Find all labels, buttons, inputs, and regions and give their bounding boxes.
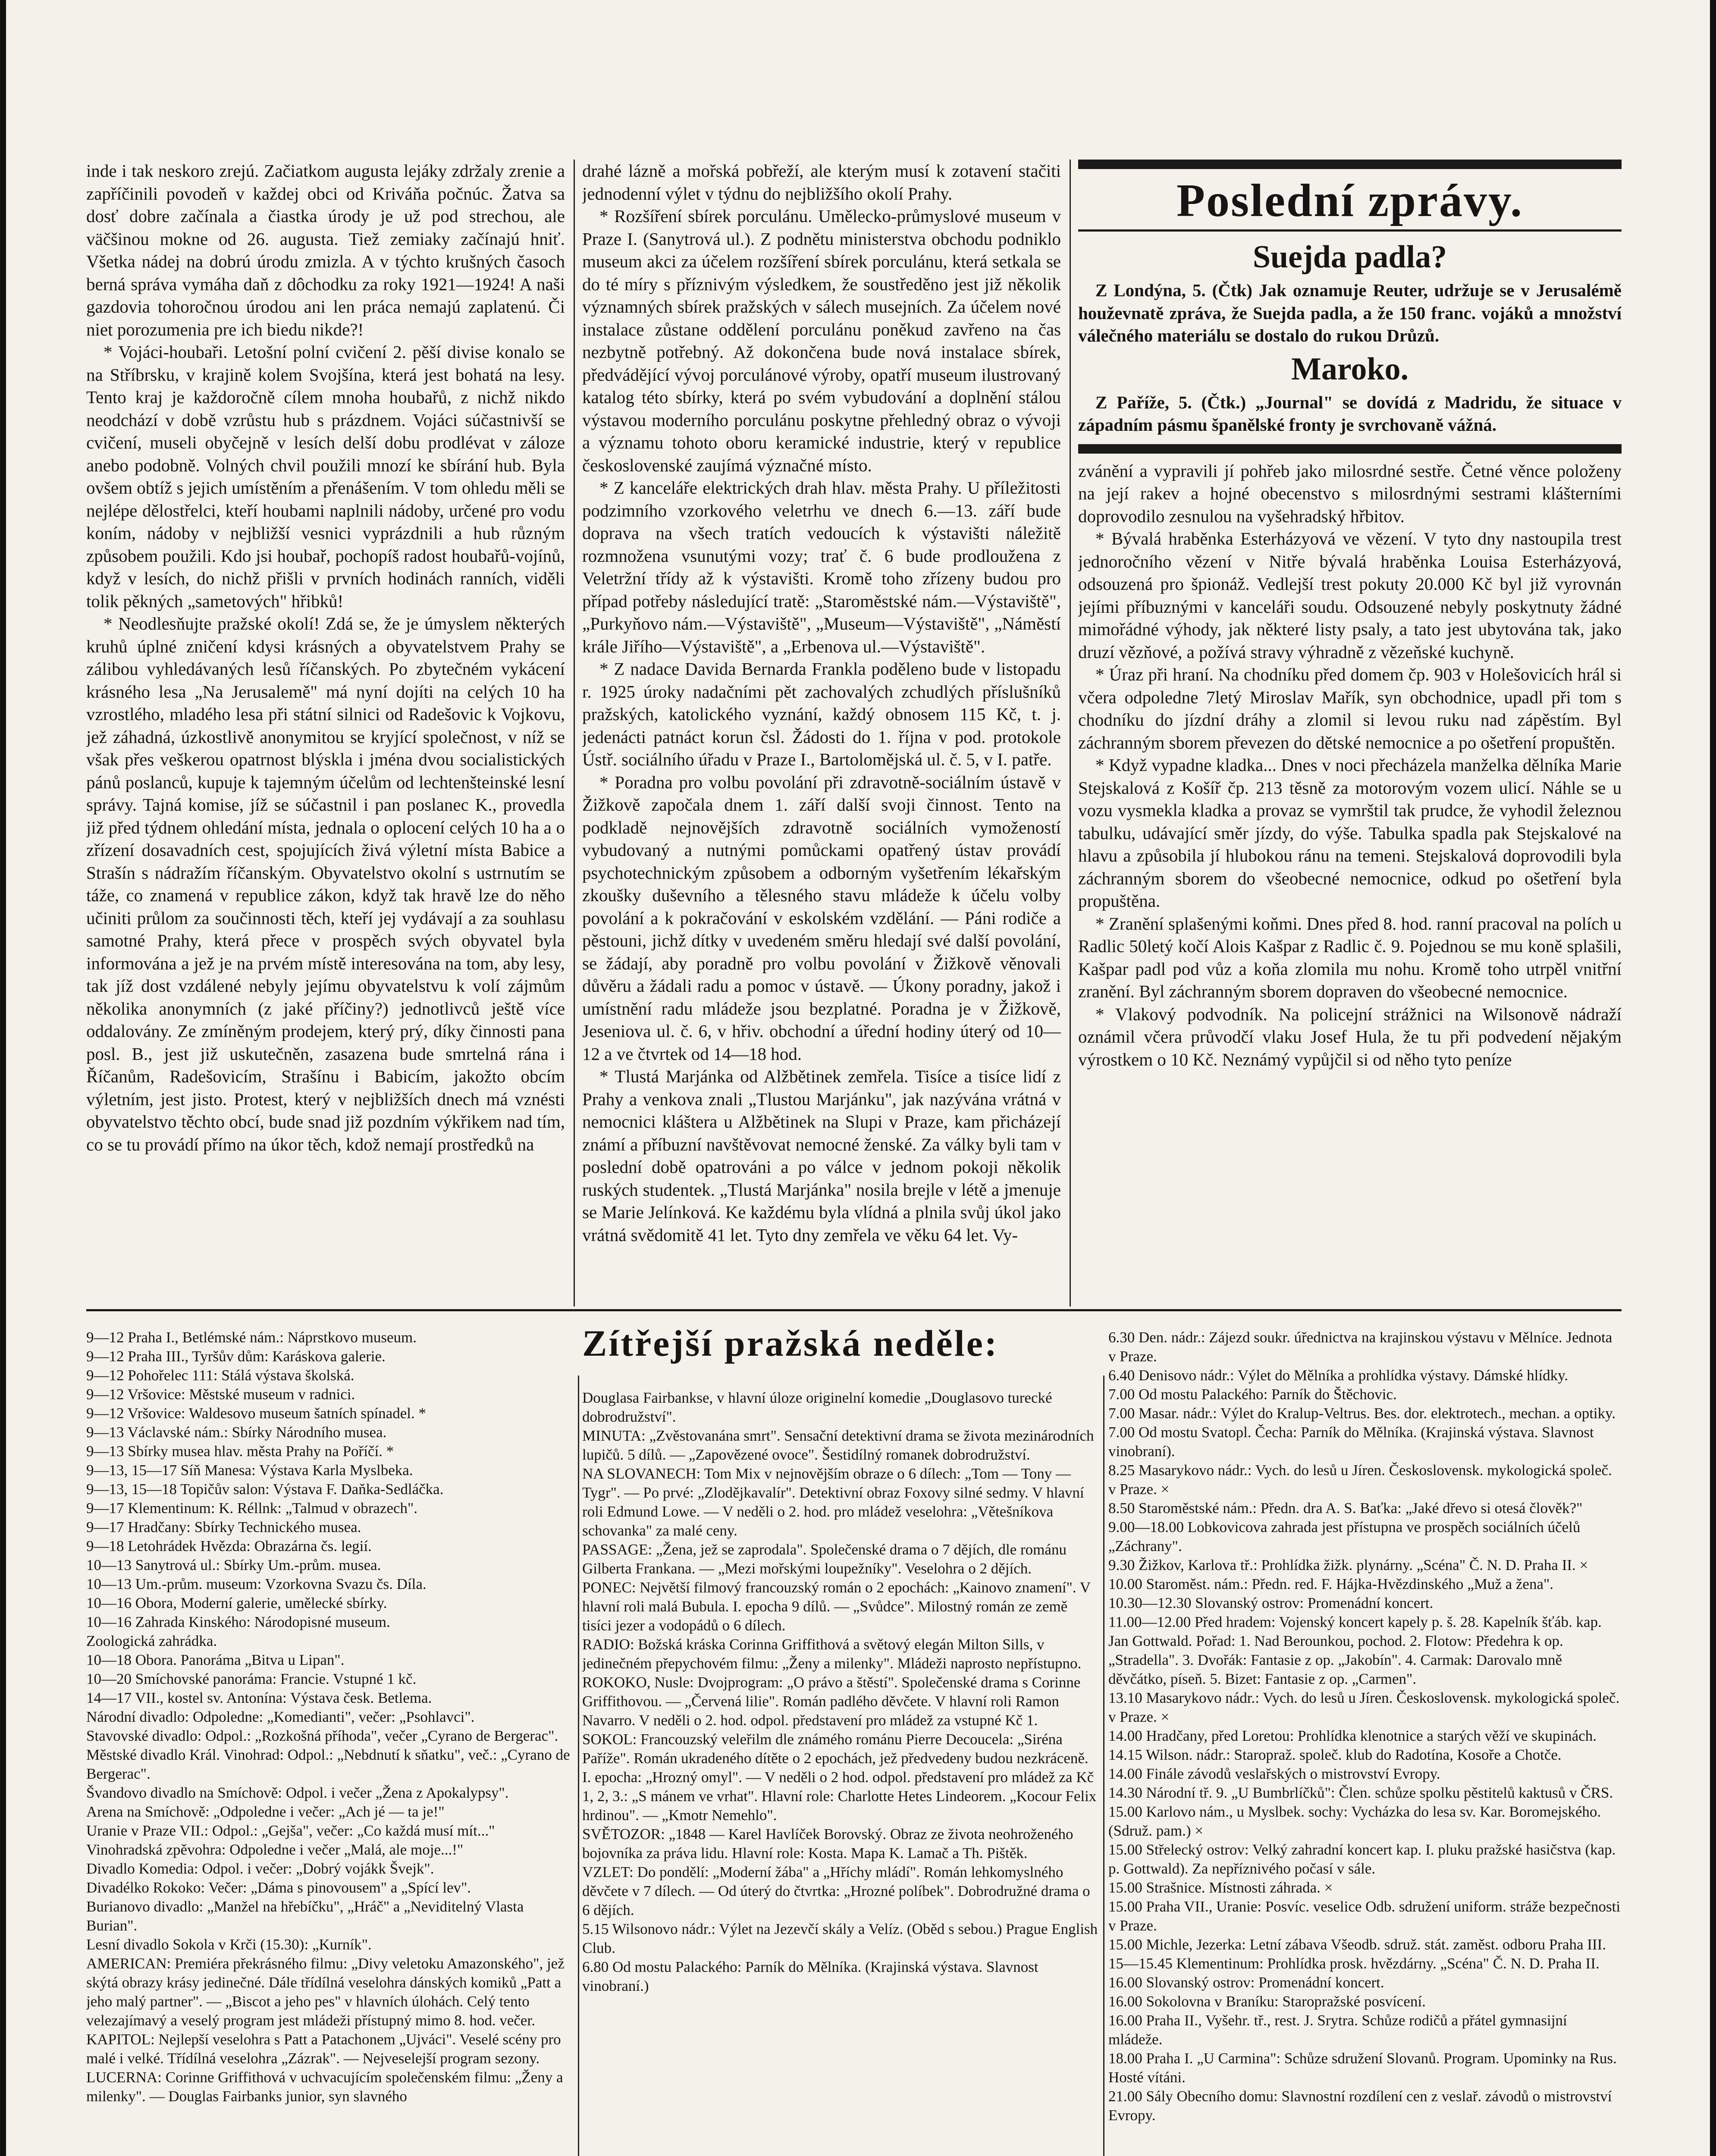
masthead-rule — [1078, 160, 1622, 169]
listing-entry: 9—12 Vršovice: Waldesovo museum šatních spínadel. * — [86, 1405, 426, 1422]
cinema-entry: Douglasa Fairbankse, v hlavní úloze originelní komedie „Douglasovo turecké dobrodružství". — [582, 1389, 1052, 1425]
listing-entry: 10—13 Sanytrová ul.: Sbírky Um.-prům. musea. — [86, 1557, 381, 1573]
event-entry: 7.00 Od mostu Palackého: Parník do Štěchovic. — [1108, 1386, 1397, 1403]
event-entry: 8.50 Staroměstské nám.: Předn. dra A. S. Baťka: „Jaké dřevo si otesá člověk?" — [1108, 1500, 1583, 1517]
article-paragraph: * Rozšíření sbírek porculánu. Umělecko-průmyslové museum v Praze I. (Sanytrová ul.). Z podnětu ministerstva obchodu podniklo museum akci za účelem rozšíření sbírek porculánu, která setkala se do té míry s příznivým výsledkem, že soustředěno jest již několik významných sbírek pražských v sálech musejních. Za účelem nové instalace zůstane oddělení porculánu poněkud zavřeno na čas nezbytně potřebný. Až dokončena bude nová instalace sbírek, předvádějící vývoj porculánové výroby, opatří museum ilustrovaný katalog této sbírky, která po svém vybudování a doplnění stálou výstavou moderního porculánu poskytne přehledný obraz o vývoji a významu tohoto oboru keramické industrie, který v republice československé zaujímá význačné místo. — [582, 206, 1061, 475]
article-paragraph: * Vlakový podvodník. Na policejní strážnici na Wilsonově nádraží oznámil včera průvodčí vlaku Josef Hula, že tu při podvedení nějakým výrostkem o 10 Kč. Neznámý vypůjčil si od něho tyto peníze — [1078, 1004, 1622, 1069]
cinema-entry: KAPITOL: Nejlepší veselohra s Patt a Patachonem „Ujváci". Veselé scény pro malé i velké. Třídílná veselohra „Zázrak". — Nejveselejší program sezony. — [86, 2031, 561, 2067]
event-entry: 6.40 Denisovo nádr.: Výlet do Mělníka a prohlídka výstavy. Dámské hlídky. — [1108, 1367, 1569, 1384]
cinema-entry: MINUTA: „Zvěstovanána smrt". Sensační detektivní drama se životа mezinárodních lupičů. 5 dílů. — „Zapovězené ovoce". Šestidílný romanek dobrodružství. — [582, 1427, 1094, 1463]
listing-entry: 9—12 Praha I., Betlémské nám.: Náprstkovo museum. — [86, 1329, 417, 1346]
news-headline: Maroko. — [1291, 351, 1409, 387]
listing-entry: 10—16 Zahrada Kinského: Národopisné museum. — [86, 1614, 390, 1630]
scan-edge-right — [1710, 0, 1716, 2156]
listing-entry: Zoologická zahrádka. — [86, 1633, 217, 1649]
event-entry: 7.00 Masar. nádr.: Výlet do Kralup-Veltrus. Bes. dor. elektrotech., mechan. a optiky. — [1108, 1405, 1616, 1422]
news-headline: Suejda padla? — [1252, 239, 1447, 275]
listing-entry: 9—17 Klementinum: K. Réllnk: „Talmud v obrazech". — [86, 1500, 418, 1517]
event-entry: 9.00—18.00 Lobkovicova zahrada jest přístupna ve prospěch sociálních účelů „Záchrany". — [1108, 1519, 1581, 1554]
event-entry: 15.00 Střelecký ostrov: Velký zahradní koncert kap. I. pluku pražské hasičstva (kap. p. Gottwald). Za nepříznivého počasí v sále. — [1108, 1841, 1616, 1877]
theatre-entry: Arena na Smíchově: „Odpoledne i večer: „Ach jé — ta je!" — [86, 1803, 445, 1820]
listing-entry: 10—20 Smíchovské panoráma: Francie. Vstupné 1 kč. — [86, 1670, 417, 1687]
event-entry: 16.00 Slovanský ostrov: Promenádní koncert. — [1108, 1974, 1384, 1991]
article-paragraph: * Zranění splašenými koňmi. Dnes před 8. hod. ranní pracoval na polích u Radlic 50letý kočí Alois Kašpar z Radlic č. 9. Pojednou se mu koně splašili, Kašpar padl pod vůz a koňa zlomila mu nohu. Kromě toho utrpěl vnitřní zranění. Byl záchranným sborem dopraven do všeobecné nemocnice. — [1078, 913, 1622, 1001]
theatre-entry: Švandovo divadlo na Smíchově: Odpol. i večer „Žena z Apokalypsy". — [86, 1784, 509, 1801]
theatre-entry: Vinohradská zpěvohra: Odpoledne i večer „Malá, ale moje...!" — [86, 1841, 464, 1858]
article-column-right — [1078, 160, 1622, 1307]
section-rule — [1078, 444, 1622, 454]
cinema-entry: NA SLOVANECH: Tom Mix v nejnovějším obraze o 6 dílech: „Tom — Tony — Tygr". — Po prvé: „Zlodějkavalír". Detektivní obraz Foxovy silné sedmy. V hlavní roli Edmund Lowe. — V neděli o 2. hod. pro mládež veselohra: „Větešníkova schovanka" za malé ceny. — [582, 1465, 1084, 1539]
listing-entry: 9—12 Pohořelec 111: Stálá výstava školská. — [86, 1367, 354, 1384]
event-entry: 15.00 Karlovo nám., u Myslbek. sochy: Vycházka do lesa sv. Kar. Boromejského. (Sdruž. pam.) × — [1108, 1803, 1601, 1839]
listing-entry: 9—12 Vršovice: Městské museum v radnici. — [86, 1386, 355, 1403]
event-entry: 15.00 Strašnice. Místnosti záhrada. × — [1108, 1879, 1333, 1896]
event-entry: 11.00—12.00 Před hradem: Vojenský koncert kapely p. š. 28. Kapelník šťáb. kap. Jan Gottwald. Pořad: 1. Nad Berounkou, pochod. 2. Flotow: Předehra k op. „Stradella". 3. Dvořák: Fantasie z op. „Jakobín". 4. Carmak: Darovalo mně děvčátko, píseň. 5. Bizet: Fantasie z op. „Carmen". — [1108, 1614, 1602, 1687]
event-entry: 8.25 Masarykovo nádr.: Vych. do lesů u Jíren. Československ. mykologická společ. v Praze. × — [1108, 1462, 1612, 1498]
article-paragraph: * Neodlesňujte pražské okolí! Zdá se, že je úmyslem některých kruhů úplné zničení kdysi krásných a obyvatelstvem Prahy se zálibou vyhledávaných lesů říčanských. Po zbytečném vykácení krásného lesa „Na Jerusalemě" má nyní dojíti na celých 10 ha vzrostlého, mladého lesa při státní silnici od Radešovic k Vojkovu, jež záhadná, úzkostlivě anonymitou se kryjící společnost, v níž se však přes veškerou opatrnost blýskla i jména dvou socialistických pánů poslanců, kupuje k tajemným účelům od lechtenšteinské lesní správy. Tajná komise, jíž se súčastnil i pan poslanec K., provedla již před týdnem ohledání místa, jednala o oplocení celých 10 ha a o zřízení dosavadních cest, spojujících živá výletní místa Babice a Strašín s nádražím říčanským. Obyvatelstvo okolní s ustrnutím se táže, co znamená v republice zákon, když tak hravě lze do něho učiniti průlom za součinnosti těch, kteří jej vydávají a za souhlasu samotné Prahy, která přece v prospěch svých obyvatel byla informována a jež je na prvém místě interesována na tom, aby lesy, tak jíž dost vzdálené nebyly jejímu obyvatelstvu k volí zájmům několika anonymních (z jaké příčiny?) jednotlivců ještě více oddalovány. Ze zmíněným prodejem, který prý, díky činnosti pana posl. B., jest již uskutečněn, zasazena bude smrtelná rána i Říčanům, Radešovicím, Strašínu i Babicím, jakožto obcím výletním, jest jisto. Protest, který v nejbližších dnech má vznésti obyvatelstvo těchto obcí, bude snad již pozdním výkřikem nad tím, co se tu provádí přímo na úkor těch, kdož nemají prostředků na — [86, 614, 565, 1154]
listing-entry: 9—12 Praha III., Tyršův dům: Karáskova galerie. — [86, 1348, 386, 1365]
listing-entry: 10—13 Um.-prům. museum: Vzorkovna Svazu čs. Díla. — [86, 1576, 427, 1592]
section-masthead: Poslední zprávy. — [1176, 175, 1524, 226]
event-entry: 7.00 Od mostu Svatopl. Čecha: Parník do Mělníka. (Krajinská výstava. Slavnost vinobraní). — [1108, 1424, 1594, 1460]
event-entry: 10.30—12.30 Slovanský ostrov: Promenádní koncert. — [1108, 1595, 1434, 1611]
column-divider — [1103, 1376, 1104, 2156]
event-entry: 6.80 Od mostu Palackého: Parník do Mělníka. (Krajinská výstava. Slavnost vinobraní.) — [582, 1959, 1038, 1994]
listing-entry: 9—13 Václavské nám.: Sbírky Národního musea. — [86, 1424, 387, 1441]
listing-entry: 9—13, 15—17 Síň Manesa: Výstava Karla Myslbeka. — [86, 1462, 413, 1479]
cinema-entry: AMERICAN: Premiéra překrásného filmu: „Divy veletoku Amazonského", jež skýtá obrazy krásy jedinečné. Dále třídílná veselohra dánských komiků „Patt a jeho malý partner". — „Biscot a jeho pes" v hlavních úlohách. Celý tento velezajímavý a veselý program jest mládeži přístupný mimo 8. hod. večer. — [86, 1955, 565, 2029]
listing-entry: 10—18 Obora. Panoráma „Bitva u Lipan". — [86, 1651, 345, 1668]
article-paragraph: * Poradna pro volbu povolání při zdravotně-sociálním ústavě v Žižkově započala dnem 1. září další svoji činnost. Tento na podkladě nejnovějších zdravotně sociálních vymožeností vybudovaný a nutnými pomůckami opatřený ústav provádí psychotechnickým způsobem a odborným vyšetřením lékařským zkoušky duševního a tělesného stavu mládeže k účelu volby povolání a k pokračování v eskolském vzdělání. — Páni rodiče a pěstouni, jichž dítky v uvedeném směru hledají své další povolání, se žádají, aby poradně pro volbu povolání v Žižkově věnovali důvěru a žádali radu a pomoc v ústavě. — Úkony poradny, jakož i umístnění radu mládeže jsou bezplatné. Poradna je v Žižkově, Jeseniova ul. č. 6, v hřiv. obchodní a úřední hodiny úterý od 10—12 a ve čtvrtek od 14—18 hod. — [582, 772, 1061, 1064]
cinema-entry: LUCERNA: Corinne Griffithová v uchvacujícím společenském filmu: „Ženy a milenky". — Douglas Fairbanks junior, syn slavného — [86, 2069, 563, 2105]
listings-column-right — [1108, 1328, 1622, 2156]
event-entry: 14.00 Finále závodů veslařských o mistrovství Evropy. — [1108, 1765, 1440, 1782]
news-paragraph: Z Londýna, 5. (Čtk) Jak oznamuje Reuter, udržuje se v Jerusalémě houževnatě zpráva, že Suejda padla, a že 150 franc. vojáků a množství válečného materiálu se dostalo do rukou Drůzů. — [1078, 280, 1622, 345]
article-paragraph: zvánění a vypravili jí pohřeb jako milosrdné sestře. Četné věnce položeny na její rakev a hojné obecenstvo s milosrdnými sestrami klášterními doprovodilo zesnulou na vyšehradský hřbitov. — [1078, 461, 1622, 526]
cinema-entry: VZLET: Do pondělí: „Moderní žába" a „Hříchy mládí". Román lehkomyslného děvčete v 7 dílech. — Od úterý do čtvrtka: „Hrozné políbek". Dobrodružné drama o 6 dějích. — [582, 1864, 1090, 1918]
cinema-entry: SVĚTOZOR: „1848 — Karel Havlíček Borovský. Obraz ze života neohroženého bojovníka za práva lidu. Hlavní role: Kosta. Mapa K. Lamač a Th. Pištěk. — [582, 1826, 1073, 1861]
listing-entry: 9—13, 15—18 Topičův salon: Výstava F. Daňka-Sedláčka. — [86, 1481, 444, 1498]
event-entry: 15.00 Michle, Jezerka: Letní zábava Všeodb. sdruž. stát. zaměst. odboru Praha III. — [1108, 1936, 1606, 1953]
theatre-entry: Národní divadlo: Odpoledne: „Komedianti", večer: „Psohlavci". — [86, 1708, 475, 1725]
theatre-entry: Stavovské divadlo: Odpol.: „Rozkošná příhoda", večer „Cyrano de Bergerac". — [86, 1727, 558, 1744]
event-entry: 13.10 Masarykovo nádr.: Vych. do lesů u Jíren. Československ. mykologická společ. v Praze. × — [1108, 1689, 1620, 1725]
listing-entry: 9—17 Hradčany: Sbírky Technického musea. — [86, 1519, 361, 1536]
listings-column-left — [86, 1328, 574, 2156]
cinema-entry: SOKOL: Francouzský veleřilm dle známého románu Pierre Decoucela: „Siréna Paříže". Román ukradeného dítěte o 2 epochách, jež předvedeny budou nezkráceně. I. epocha: „Hrozný omyl". — V neděli o 2 hod. odpol. představení pro mládež za Kč 1, 2, 3.: „S mánem ve vrhat". Hlavní role: Charlotte Hetes Lindeorem. „Kocour Felix hrdinou". — „Kmotr Nemehlo". — [582, 1731, 1097, 1824]
scan-edge-left — [0, 0, 6, 2156]
news-paragraph: Z Paříže, 5. (Čtk.) „Journal" se dovídá z Madridu, že situace v západním pásmu španělské fronty je svrchovaně vážná. — [1078, 392, 1622, 435]
event-entry: 14.15 Wilson. nádr.: Staropraž. společ. klub do Radotína, Kosoře a Chotče. — [1108, 1746, 1562, 1763]
theatre-entry: Divadélko Rokoko: Večer: „Dáma s pinovousem" a „Spící lev". — [86, 1879, 471, 1896]
event-entry: 15.00 Praha VII., Uranie: Posvíc. veselice Odb. sdružení uniform. stráže bezpečnosti v Praze. — [1108, 1898, 1621, 1934]
theatre-entry: Uranie v Praze VII.: Odpol.: „Gejša", večer: „Co každá musí mít..." — [86, 1822, 495, 1839]
theatre-entry: Burianovo divadlo: „Manžel na hřebíčku", „Hráč" a „Neviditelný Vlasta Burian". — [86, 1898, 524, 1934]
column-divider — [574, 160, 575, 1307]
listing-entry: 14—17 VII., kostel sv. Antonína: Výstava česk. Betlema. — [86, 1689, 432, 1706]
column-divider — [578, 1376, 579, 2156]
section-divider — [86, 1309, 1622, 1311]
listing-entry: 9—13 Sbírky musea hlav. města Prahy na Poříčí. * — [86, 1443, 394, 1460]
article-paragraph: * Z kanceláře elektrických drah hlav. města Prahy. U příležitosti podzimního vzorkového veletrhu ve dnech 6.—13. září bude doprava na všech tratích vedoucích k výstavišti náležitě rozmnožena vsunutými vozy; trať č. 6 bude prodloužena z Veletržní třídy až k výstavišti. Kromě toho zřízeny budou pro případ potřeby následující tratě: „Staroměstské nám.—Výstaviště", „Purkyňovo nám.—Výstaviště", „Museum—Výstaviště", „Náměstí krále Jiřího—Výstaviště", a „Erbenova ul.—Výstaviště". — [582, 478, 1061, 656]
listing-entry: 10—16 Obora, Moderní galerie, umělecké sbírky. — [86, 1595, 387, 1611]
article-column-left — [86, 160, 565, 1307]
listings-column-middle — [582, 1388, 1100, 2156]
article-paragraph: inde i tak neskoro zrejú. Začiatkom augusta lejáky zdržaly zrenie a zapříčinili povodeň v každej obci od Kriváňa počnúc. Žatva sa dosť dobre začínala a čiastka úrody je už pod strechou, ale väčšinou mokne od 26. augusta. Tiež zemiaky začínajú hniť. Všetka nádej na dobrú úrodu zmizla. A v týchto krušných časoch berná správa vymáha daň z dôchodku za roky 1921—1924! A naši gazdovia tohoročnou úrodou ani len práca nemajú zaplatenú. Či niet porozumenia pre ich biedu nikde?! — [86, 161, 565, 339]
event-entry: 16.00 Praha II., Vyšehr. tř., rest. J. Srytra. Schůze rodičů a přátel gymnasijní mládeže. — [1108, 2012, 1567, 2048]
event-entry: 21.00 Sály Obecního domu: Slavnostní rozdílení cen z veslař. závodů o mistrovství Evropy. — [1108, 2088, 1612, 2124]
article-paragraph: * Úraz při hraní. Na chodníku před domem čp. 903 v Holešovicích hrál si včera odpoledne 7letý Miroslav Mařík, syn obchodnice, upadl při tom s chodníku do jízdní dráhy a zlomil si levou ruku nad zápěstím. Byl záchranným sborem převezen do dětské nemocnice a po ošetření propuštěn. — [1078, 664, 1622, 752]
cinema-entry: ROKOKO, Nusle: Dvojprogram: „O právo a štěstí". Společenské drama s Corinne Griffithovou. — „Červená lilie". Román padlého děvčete. V hlavní roli Ramon Navarro. V neděli o 2. hod. odpol. představení pro mládež za vstupné Kč 1. — [582, 1674, 1081, 1729]
event-entry: 5.15 Wilsonovo nádr.: Výlet na Jezevčí skály a Velíz. (Oběd s sebou.) Prague English Club. — [582, 1921, 1098, 1956]
column-divider — [1070, 160, 1071, 1307]
cinema-entry: PONEC: Největší filmový francouzský román o 2 epochách: „Kainovo znamení". V hlavní roli malá Bubula. I. epocha 9 dílů. — „Svůdce". Milostný román ze země tisíci jezer a vodopádů o 6 dílech. — [582, 1579, 1091, 1634]
newspaper-page — [86, 160, 1622, 2156]
event-entry: 14.30 Národní tř. 9. „U Bumbrlíčků": Člen. schůze spolku pěstitelů kaktusů v ČRS. — [1108, 1784, 1613, 1801]
cinema-entry: PASSAGE: „Žena, jež se zaprodala". Společenské drama o 7 dějích, dle románu Gilberta Frankana. — „Mezi mořskými loupežníky". Veselohra o 2 dějích. — [582, 1541, 1067, 1577]
listings-title: Zítřejší pražská neděle: — [582, 1322, 999, 1364]
article-paragraph: * Vojáci-houbaři. Letošní polní cvičení 2. pěší divise konalo se na Stříbrsku, v krajině kolem Svojšína, která jest bohatá na lesy. Tento kraj je každoročně cílem mnoha houbařů, z nichž nikdo neodchází v době vzrůstu hub s prázdnem. Vojáci súčastnivší se cvičení, museli obyčejně v lesích delší dobu prodlévat v záloze anebo podobně. Volných chvil použili mnozí ke sbírání hub. Byla ovšem obtíž s jejich umístěním a přenášením. V tom ohledu měli se nejlépe dělostřelci, kteří houbami naplnili nádoby, určené pro vodu koním, nádoby v nejbližší vesnici vyprázdnili a hub různým způsobem použili. Kdo jsi houbař, pochopíš radost houbařů-vojínů, když v lesích, do nichž přišli v prvních hodinách ranních, viděli tolik pěkných „sametových" hřibků! — [86, 342, 565, 611]
theatre-entry: Lesní divadlo Sokola v Krči (15.30): „Kurník". — [86, 1936, 372, 1953]
event-entry: 6.30 Den. nádr.: Zájezd soukr. úřednictva na krajinskou výstavu v Mělníce. Jednota v Praze. — [1108, 1329, 1612, 1365]
article-paragraph: * Tlustá Marjánka od Alžbětinek zemřela. Tisíce a tisíce lidí z Prahy a venkova znali „Tlustou Marjánku", jak nazývána vrátná v nemocnici klášterа u Alžbětinek na Slupi v Praze, kam přicházejí známí a příbuzní navštěvovat nemocné ženské. Za války byli tam v poslední době opatrováni a po válce v jednom pokoji několik ruských studentek. „Tlustá Marjánka" nosila brejle v létě a jmenuje se Marie Jelínková. Ke každému byla vlídná a plnila svůj úkol jako vrátná svědomitě 41 let. Tyto dny zemřela ve věku 64 let. Vy- — [582, 1066, 1061, 1245]
theatre-entry: Městské divadlo Král. Vinohrad: Odpol.: „Nebdnutí k sňatku", več.: „Cyrano de Bergerac". — [86, 1746, 570, 1782]
event-entry: 18.00 Praha I. „U Carmina": Schůze sdružení Slovanů. Program. Upominky na Rus. Hosté vítáni. — [1108, 2050, 1617, 2086]
event-entry: 14.00 Hradčany, před Loretou: Prohlídka klenotnice a starých věží ve skupinách. — [1108, 1727, 1597, 1744]
article-paragraph: * Bývalá hraběnka Esterházyová ve vězení. V tyto dny nastoupila trest jednoročního vězení v Nitře bývalá hraběnka Louisa Esterházyová, odsouzená pro špionáž. Vedlejší trest pokuty 20.000 Kč byl již vyrovnán jejími příbuznými v kanceláři soudu. Odsouzené nebyly poskytnuty žádné mimořádné výhody, jak některé listy psaly, a tato jest ubytována tak, jako druzí vězňové, a požívá stravy výhradně z vězeňské kuchyně. — [1078, 529, 1622, 662]
listing-entry: 9—18 Letohrádek Hvězda: Obrazárna čs. legií. — [86, 1538, 372, 1554]
event-entry: 16.00 Sokolovna v Braníku: Staropražské posvícení. — [1108, 1993, 1426, 2010]
event-entry: 9.30 Žižkov, Karlova tř.: Prohlídka žižk. plynárny. „Scéna" Č. N. D. Praha II. × — [1108, 1557, 1588, 1573]
article-paragraph: * Když vypadne kladka... Dnes v noci přecházela manželka dělníka Marie Stejskalová z Košíř čp. 213 těsně za motorovým vozem ulicí. Náhle se u vozu vysmekla kladka a provaz se vymrštil tak prudce, že vyhodil železnou tabulku, udávající směr jízdy, do výše. Tabulka spadla pak Stejskalové na hlavu a způsobila jí hlubokou ránu na temeni. Stejskalová doprovodili byla záchranným sborem do všeobecné nemocnice, odkud po ošetření byla propuštěna. — [1078, 755, 1622, 911]
event-entry: 10.00 Staroměst. nám.: Předn. red. F. Hájka-Hvězdinského „Muž a žena". — [1108, 1576, 1554, 1592]
masthead-rule — [1078, 229, 1622, 232]
article-paragraph: * Z nadace Davida Bernarda Frankla poděleno bude v listopadu r. 1925 úroky nadačními pět zachovalých zchudlých příslušníků pražských, katolického vyznání, každý obnosem 115 Kč, t. j. jedenácti patnáct korun čsl. Žádosti do 1. října v pod. protokole Ústř. sociálního úřadu v Praze I., Bartolomějská ul. č. 5, v I. patře. — [582, 659, 1061, 769]
cinema-entry: RADIO: Božská kráska Corinna Griffithová a světový elegán Milton Sills, v jedinečném přepychovém filmu: „Ženy a milenky". Mládeži naprosto nepřístupno. — [582, 1636, 1082, 1672]
theatre-entry: Divadlo Komedia: Odpol. i večer: „Dobrý vojákk Švejk". — [86, 1860, 434, 1877]
article-column-middle — [582, 160, 1061, 1307]
article-paragraph: drahé lázně a mořská pobřeží, ale kterým musí k zotavení stačiti jednodenní výlet v týdnu do nejbližšího okolí Prahy. — [582, 161, 1061, 204]
event-entry: 15—15.45 Klementinum: Prohlídka prosk. hvězdárny. „Scéna" Č. N. D. Praha II. — [1108, 1955, 1600, 1972]
